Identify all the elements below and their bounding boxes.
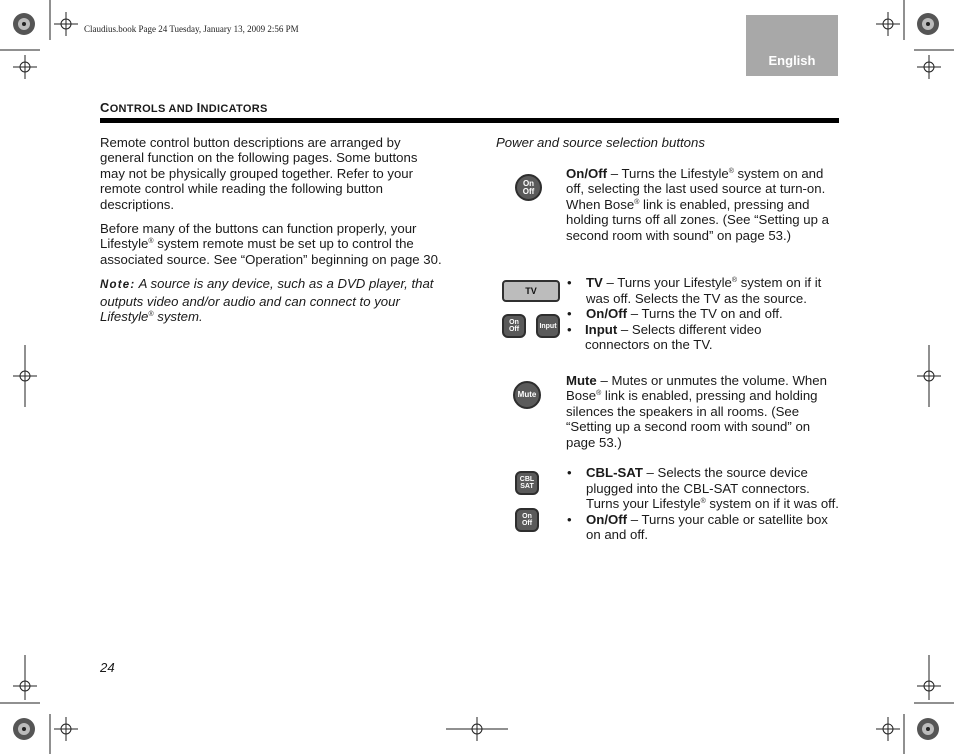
starburst-mark-icon <box>917 13 939 35</box>
list-item: • TV – Turns your Lifestyle® system on if it was off. Selects the TV as the source. <box>567 275 839 306</box>
starburst-mark-icon <box>917 718 939 740</box>
registration-mark-icon <box>54 717 78 741</box>
cbl-sat-bullet-list <box>567 465 839 543</box>
print-slug-line: Claudius.book Page 24 Tuesday, January 13, 2009 2:56 PM <box>84 24 299 34</box>
note-paragraph: Note: A source is any device, such as a DVD player, that outputs video and/or audio and can connect to your Lifestyle® system. <box>100 276 434 325</box>
input-button-icon: Input <box>536 314 560 338</box>
cbl-sat-on-off-button-icon: On Off <box>515 508 539 532</box>
on-off-description: On/Off – Turns the Lifestyle® system on and off, selecting the last used source at turn-on. When Bose® link is enabled, pressing and holding turns off all zones. (See “Setting up a second room with sound” on page 53.) <box>566 166 829 243</box>
language-label: English <box>768 53 816 68</box>
registration-mark-icon <box>446 717 508 741</box>
starburst-mark-icon <box>13 13 35 35</box>
cbl-sat-button-icon: CBL SAT <box>515 471 539 495</box>
section-title: CONTROLS AND INDICATORS <box>100 100 268 115</box>
on-off-button-icon: On Off <box>515 174 542 201</box>
list-item: • On/Off – Turns your cable or satellite box on and off. <box>567 512 839 543</box>
starburst-mark-icon <box>13 718 35 740</box>
registration-mark-icon <box>54 12 78 36</box>
mute-button-icon: Mute <box>513 381 541 409</box>
list-item: • Input – Selects different video connectors on the TV. <box>567 322 795 353</box>
subheading: Power and source selection buttons <box>496 135 705 150</box>
registration-mark-icon <box>876 717 900 741</box>
tv-bullet-list <box>567 275 839 353</box>
page-number: 24 <box>100 660 115 675</box>
list-item: • On/Off – Turns the TV on and off. <box>567 306 839 322</box>
registration-mark-icon <box>917 345 941 407</box>
registration-mark-icon <box>13 55 37 79</box>
registration-mark-icon <box>917 55 941 79</box>
list-item: • CBL-SAT – Selects the source device plugged into the CBL-SAT connectors. Turns your Lifestyle® system on if it was off. <box>567 465 839 512</box>
registration-mark-icon <box>13 655 37 700</box>
registration-mark-icon <box>876 12 900 36</box>
mute-description: Mute – Mutes or unmutes the volume. When Bose® link is enabled, pressing and holding silences the speakers in all rooms. (See “Setting up a second room with sound” on page 53.) <box>566 373 827 450</box>
left-column <box>100 135 445 324</box>
tv-button-icon: TV <box>502 280 560 302</box>
setup-paragraph: Before many of the buttons can function properly, your Lifestyle® system remote must be set up to control the associated source. See “Operation” beginning on page 30. <box>100 221 442 267</box>
registration-mark-icon <box>13 345 37 407</box>
intro-paragraph: Remote control button descriptions are arranged by general function on the following pages. Some buttons may not be physically grouped together. Refer to your remote control while reading the following button descriptions. <box>100 135 418 212</box>
section-rule <box>100 118 839 123</box>
language-tab <box>746 15 838 76</box>
registration-mark-icon <box>917 655 941 700</box>
tv-on-off-button-icon: On Off <box>502 314 526 338</box>
